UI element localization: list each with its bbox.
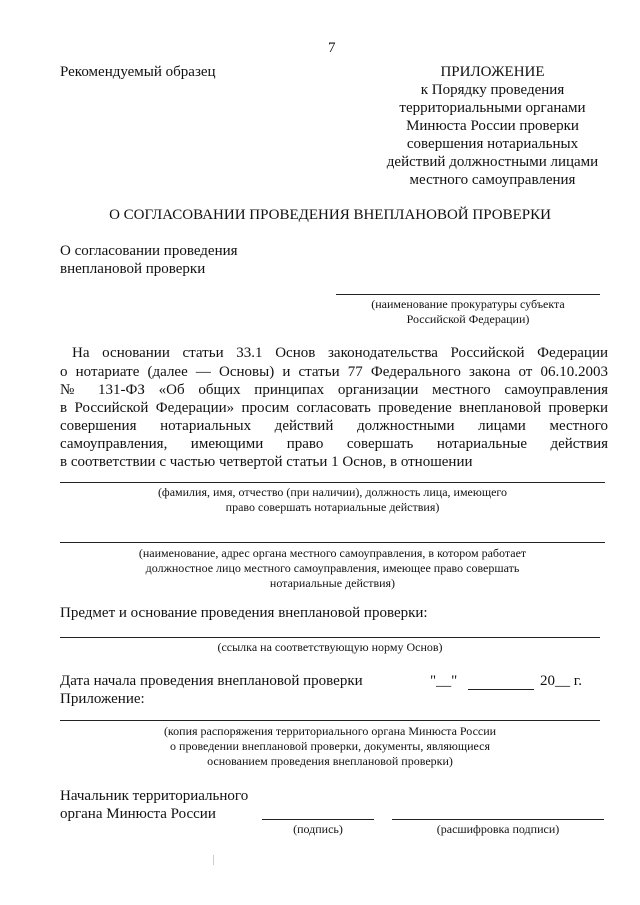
- appendix-line: Минюста России проверки: [406, 118, 579, 134]
- organ-caption: должностное лицо местного самоуправления, имеющее право совершать: [145, 561, 520, 575]
- document-title: О СОГЛАСОВАНИИ ПРОВЕДЕНИЯ ВНЕПЛАНОВОЙ ПРОВЕРКИ: [109, 207, 551, 223]
- person-caption: (фамилия, имя, отчество (при наличии), должность лица, имеющего: [157, 485, 508, 499]
- recommended-sample-label: Рекомендуемый образец: [60, 64, 216, 80]
- attachment-label: Приложение:: [60, 691, 145, 707]
- body-line: о нотариате (далее — Основы) и статьи 77 Федерального закона от 06.10.2003: [60, 364, 608, 380]
- appendix-line: совершения нотариальных: [406, 136, 579, 152]
- body-line: № 131-ФЗ «Об общих принципах организации местного самоуправления: [60, 382, 608, 398]
- attachment-line: [60, 720, 600, 721]
- reference-line: [60, 637, 600, 638]
- body-line: в Российской Федерации» просим согласовать проведение внеплановой проверки: [60, 400, 608, 416]
- reference-caption: (ссылка на соответствующую норму Основ): [217, 640, 443, 654]
- head-title: органа Минюста России: [60, 806, 216, 822]
- body-line: самоуправления, имеющими право совершать нотариальные действия: [60, 436, 608, 452]
- start-date-label: Дата начала проведения внеплановой проверки: [60, 673, 363, 689]
- appendix-line: местного самоуправления: [409, 172, 576, 188]
- body-line: совершения нотариальных действий должностными лицами местного: [60, 418, 608, 434]
- date-year-field: 20__ г.: [540, 673, 582, 689]
- organ-caption: (наименование, адрес органа местного самоуправления, в котором работает: [138, 546, 527, 560]
- appendix-line: действий должностными лицами: [386, 154, 599, 170]
- date-month-line: [468, 689, 534, 690]
- scan-mark: [213, 855, 214, 865]
- subject-line: О согласовании проведения: [60, 243, 238, 259]
- attachment-caption: основанием проведения внеплановой проверки): [207, 754, 453, 768]
- body-line: На основании статьи 33.1 Основ законодательства Российской Федерации: [72, 345, 608, 361]
- person-caption: право совершать нотариальные действия): [225, 500, 440, 514]
- decoding-line: [392, 819, 604, 820]
- appendix-line: территориальными органами: [399, 100, 586, 116]
- subject-line: внеплановой проверки: [60, 261, 206, 277]
- prosecutor-caption: Российской Федерации): [406, 312, 530, 326]
- subject-basis-label: Предмет и основание проведения внеплановой проверки:: [60, 605, 428, 621]
- person-name-line: [60, 482, 605, 483]
- body-line: в соответствии с частью четвертой статьи 1 Основ, в отношении: [60, 454, 473, 470]
- page-number: 7: [328, 40, 336, 56]
- date-day-field: "__": [430, 673, 458, 689]
- organ-caption: нотариальные действия): [269, 576, 396, 590]
- appendix-title: ПРИЛОЖЕНИЕ: [440, 64, 545, 80]
- attachment-caption: (копия распоряжения территориального органа Минюста России: [163, 724, 497, 738]
- organ-name-line: [60, 542, 605, 543]
- prosecutor-caption: (наименование прокуратуры субъекта: [371, 297, 565, 311]
- head-title: Начальник территориального: [60, 788, 249, 804]
- prosecutor-name-line: [336, 294, 600, 295]
- decoding-caption: (расшифровка подписи): [436, 822, 560, 836]
- attachment-caption: о проведении внеплановой проверки, документы, являющиеся: [170, 739, 490, 753]
- appendix-line: к Порядку проведения: [420, 82, 565, 98]
- signature-caption: (подпись): [293, 822, 343, 836]
- signature-line: [262, 819, 374, 820]
